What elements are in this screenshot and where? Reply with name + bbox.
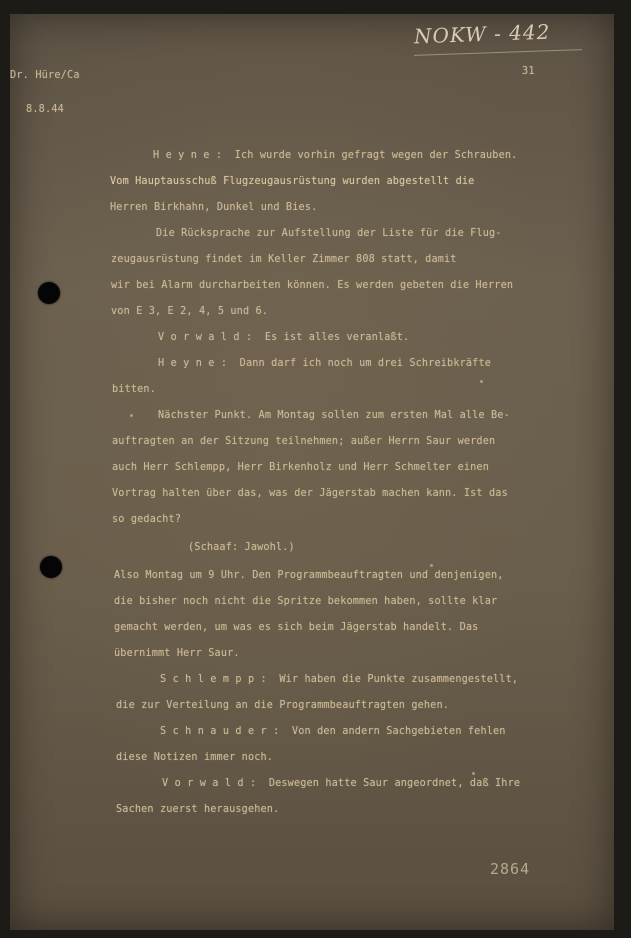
text-line: S c h l e m p p : Wir haben die Punkte zusammengestellt, [160,674,519,685]
text-line: gemacht werden, um was es sich beim Jägerstab handelt. Das [114,622,479,633]
text-line: auch Herr Schlempp, Herr Birkenholz und Herr Schmelter einen [112,462,490,473]
text-line: S c h n a u d e r : Von den andern Sachgebieten fehlen [160,726,506,737]
text-line: Sachen zuerst herausgehen. [116,804,280,815]
dust-speck [480,380,483,383]
document-page [10,14,614,930]
text-line: V o r w a l d : Deswegen hatte Saur angeordnet, daß Ihre [162,778,521,789]
text-line: H e y n e : Dann darf ich noch um drei Schreibkräfte [158,358,492,369]
text-line: zeugausrüstung findet im Keller Zimmer 808 statt, damit [111,254,457,265]
text-line: auftragten an der Sitzung teilnehmen; außer Herrn Saur werden [112,436,496,447]
text-line: diese Notizen immer noch. [116,752,274,763]
dust-speck [430,564,433,567]
text-line: wir bei Alarm durcharbeiten können. Es werden gebeten die Herren [111,280,514,291]
document-date: 8.8.44 [26,104,65,115]
text-line: so gedacht? [112,514,182,525]
text-line: Vom Hauptausschuß Flugzeugausrüstung wurden abgestellt die [110,176,475,187]
text-line: die bisher noch nicht die Spritze bekommen haben, sollte klar [114,596,498,607]
text-line: die zur Verteilung an die Programmbeauftragten gehen. [116,700,450,711]
text-line: Also Montag um 9 Uhr. Den Programmbeauftragten und denjenigen, [114,570,504,581]
text-line: Die Rücksprache zur Aufstellung der Liste für die Flug- [156,228,502,239]
dust-speck [130,414,133,417]
text-line: Herren Birkhahn, Dunkel und Bies. [110,202,318,213]
text-line: H e y n e : Ich wurde vorhin gefragt wegen der Schrauben. [153,150,518,161]
text-line: übernimmt Herr Saur. [114,648,240,659]
text-line: Vortrag halten über das, was der Jägerstab machen kann. Ist das [112,488,508,499]
reference-code: Dr. Hüre/Ca [10,70,80,81]
text-line: V o r w a l d : Es ist alles veranlaßt. [158,332,410,343]
text-line: Nächster Punkt. Am Montag sollen zum ersten Mal alle Be- [158,410,510,421]
transcript-body [10,14,614,930]
handwritten-document-reference: NOKW - 442 [413,19,551,49]
page-number: 31 [522,66,535,77]
text-line: von E 3, E 2, 4, 5 und 6. [111,306,269,317]
archive-stamp-number: 2864 [490,860,531,878]
dust-speck [472,772,475,775]
text-line: bitten. [112,384,156,395]
text-line: (Schaaf: Jawohl.) [188,542,295,553]
